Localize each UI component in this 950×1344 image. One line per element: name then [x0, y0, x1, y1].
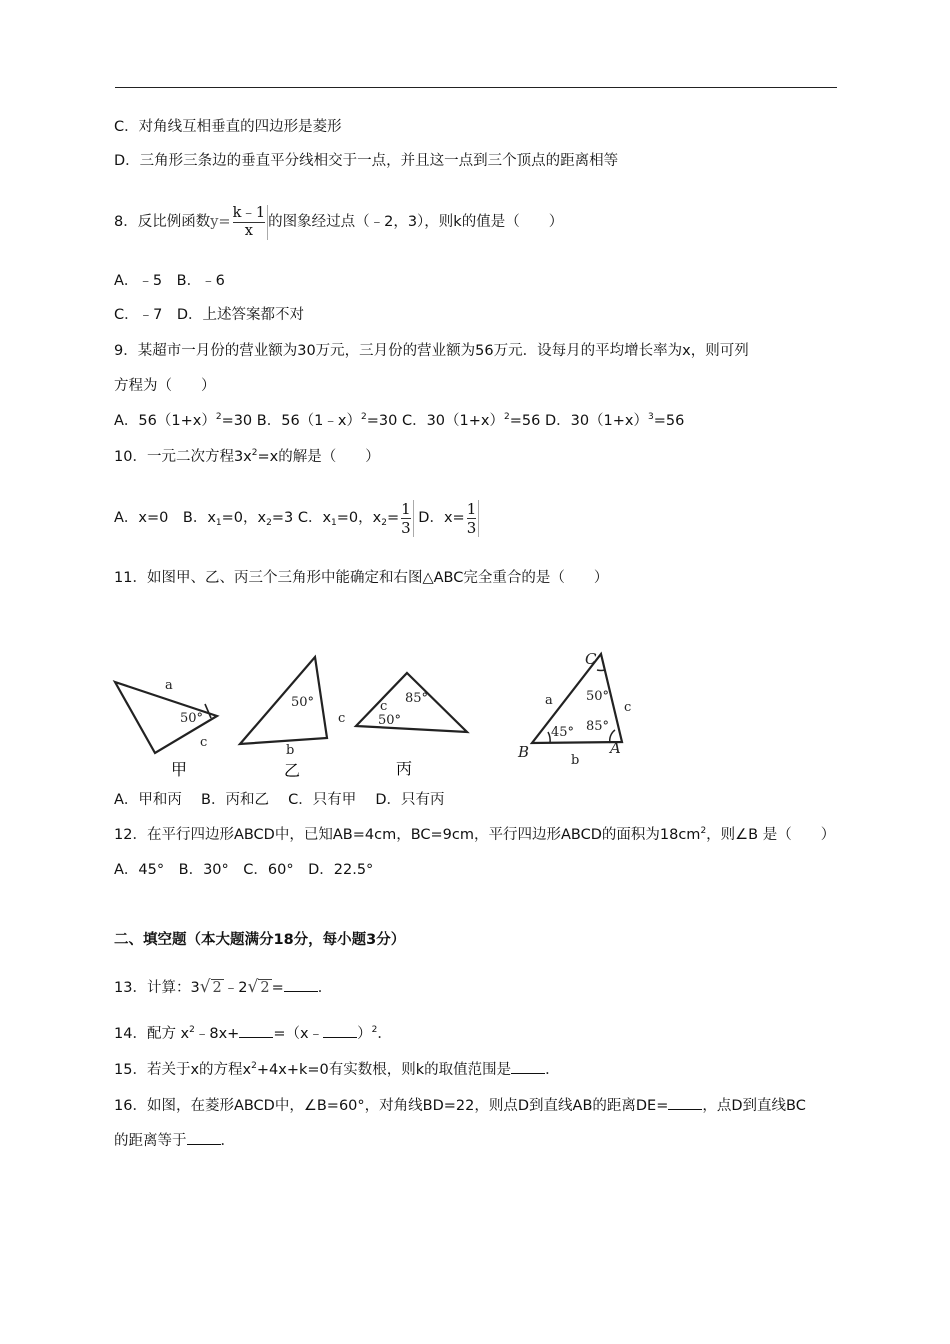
q10-fraction-d: $\frac{1}{3}$: [465, 500, 480, 537]
abc-side-b: b: [571, 753, 580, 768]
label-bing: 丙: [396, 759, 413, 778]
sqrt-1: √ 2: [199, 977, 222, 997]
q9-stem-line1: 9．某超市一月份的营业额为30万元，三月份的营业额为56万元．设每月的平均增长率为x，则可列: [114, 343, 749, 359]
header-rule: [115, 87, 837, 88]
q10-stem: 10．一元二次方程$3x^2=x$的解是（ ）: [114, 448, 380, 465]
label-jia: 甲: [171, 760, 188, 779]
q16-blank-1[interactable]: [668, 1095, 702, 1110]
abc-side-c: c: [624, 700, 632, 715]
abc-angle-b: 45°: [551, 725, 575, 740]
angle-mark-jia: [205, 704, 211, 718]
abc-angle-c: 50°: [586, 689, 610, 704]
q8-stem: 8．反比例函数y= $\frac{k﹣1}{x}$ 的图象经过点（﹣2，3），则k的值是（ ）: [114, 204, 564, 239]
q12-options: A．45° B．30° C．60° D．22.5°: [114, 862, 374, 878]
abc-side-a: a: [545, 693, 553, 708]
jia-side-c: c: [200, 735, 208, 750]
q9-stem-line2: 方程为（ ）: [114, 378, 216, 394]
bing-angle-top: 85°: [405, 691, 429, 706]
q14-stem: 14．配方 $x^2﹣8x+$ =（x﹣ ）$^2$．: [114, 1025, 392, 1042]
q16-stem-line1: 16．如图，在菱形ABCD中，∠B=60°，对角线BD=22，则点D到直线AB的距离DE= ，点D到直线BC: [114, 1095, 806, 1116]
q8-options-ab: A．﹣5 B．﹣6: [114, 273, 225, 289]
q13-stem: 13．计算：3√ 2 ﹣2√ 2 = ．: [114, 975, 332, 1000]
angle-mark-b: [548, 732, 550, 743]
abc-vertex-a: A: [610, 739, 621, 757]
q9-options: A．$56(1+x)^2=30$ B．56（1﹣x）$^2$=30 C．$30(1+x)^2=56$ D．$30(1+x)^3=56$: [114, 412, 685, 429]
q8-fraction: $\frac{k﹣1}{x}$: [231, 205, 269, 240]
q10-fraction-c: $\frac{1}{3}$: [399, 500, 414, 537]
q14-blank-2[interactable]: [323, 1023, 357, 1038]
section2-title: 二、填空题（本大题满分18分，每小题3分）: [114, 932, 406, 948]
q11-figures: [105, 640, 645, 785]
abc-vertex-b: B: [518, 743, 530, 761]
angle-mark-c: [597, 670, 605, 671]
q14-blank-1[interactable]: [239, 1023, 273, 1038]
bing-angle-left: 50°: [378, 713, 402, 728]
sqrt-2: √ 2: [247, 977, 270, 997]
q16-blank-2[interactable]: [187, 1130, 221, 1145]
q7-option-c: C．对角线互相垂直的四边形是菱形: [114, 119, 342, 135]
q11-options: A．甲和丙 B．丙和乙 C．只有甲 D．只有丙: [114, 792, 445, 808]
q8-y-eq: y=: [210, 214, 231, 230]
q11-stem: 11．如图甲、乙、丙三个三角形中能确定和右图△ABC完全重合的是（ ）: [114, 570, 609, 586]
bing-side-c: c: [380, 699, 388, 714]
yi-side-c: c: [338, 711, 346, 726]
q15-answer-blank[interactable]: [511, 1059, 545, 1074]
q12-stem: 12．在平行四边形ABCD中，已知AB=4cm，BC=9cm，平行四边形ABCD的面积为$18cm^2$，则∠B 是（ ）: [114, 826, 836, 843]
jia-side-a: a: [165, 678, 173, 693]
q8-options-cd: C．﹣7 D．上述答案都不对: [114, 307, 305, 323]
q16-stem-line2: 的距离等于 ．: [114, 1130, 235, 1151]
abc-vertex-c: C: [585, 650, 597, 668]
yi-angle: 50°: [291, 695, 315, 710]
yi-side-b: b: [286, 743, 295, 758]
q13-answer-blank[interactable]: [284, 977, 318, 992]
q15-stem: 15．若关于x的方程$x^2+4x+k=0$有实数根，则k的取值范围是 ．: [114, 1061, 560, 1078]
label-yi: 乙: [284, 761, 301, 780]
q7-option-d: D．三角形三条边的垂直平分线相交于一点，并且这一点到三个顶点的距离相等: [114, 153, 619, 169]
jia-angle: 50°: [180, 711, 204, 726]
q10-options: A．x=0 B．$x_1=0$，$x_2=3$ C．$x_1=0$，$x_2=$ $\frac{1}{3}$ D．x= $\frac{1}{3}$: [114, 497, 479, 539]
abc-angle-a: 85°: [586, 719, 610, 734]
